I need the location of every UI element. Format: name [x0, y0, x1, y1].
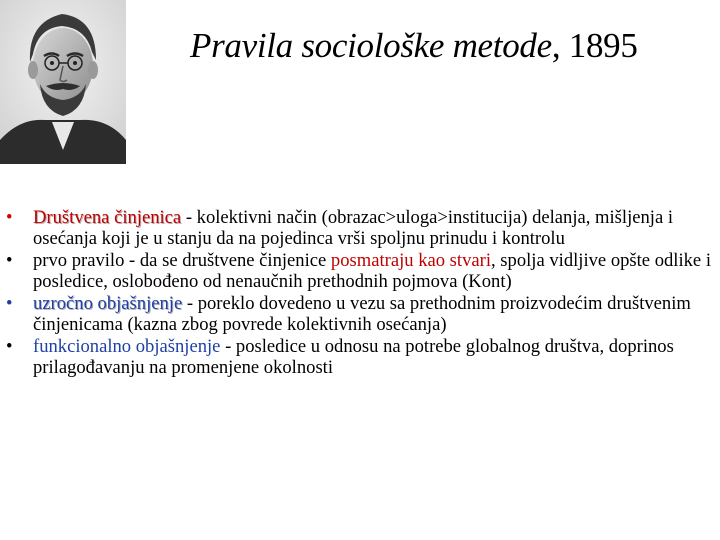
bullet-item [6, 337, 718, 378]
title-year: 1895 [568, 26, 638, 65]
term-functional-explanation: funkcionalno objašnjenje [33, 336, 221, 357]
title-text: Pravila sociološke metode [190, 26, 552, 65]
term-causal-explanation: uzročno objašnjenje [33, 293, 183, 314]
bullet-text: - posledice u odnosu na potrebe globalnog društva, doprinos prilagođavanju na promenjene okolnosti [33, 336, 674, 378]
bullet-text: prvo pravilo - da se društvene činjenice [33, 250, 331, 271]
bullet-marker: • [6, 207, 13, 228]
title-separator: , [551, 26, 561, 65]
highlight-observe-as-things: posmatraju kao stvari [330, 250, 491, 271]
bullet-marker: • [6, 336, 13, 357]
bullet-item [6, 251, 718, 292]
slide-title [190, 26, 638, 66]
bullet-text: - poreklo dovedeno u vezu sa prethodnim proizvodećim društvenim činjenicama (kazna zbog povrede kolektivnih osećanja) [33, 293, 691, 335]
bullet-text: - kolektivni način (obrazac>uloga>institucija) delanja, mišljenja i osećanja koji je u stanju da na pojedinca vrši spoljnu prinudu i kontrolu [33, 207, 674, 249]
bullet-list [6, 208, 718, 380]
bullet-marker: • [6, 250, 13, 271]
term-social-fact: Društvena činjenica [33, 207, 182, 228]
bullet-item [6, 208, 718, 249]
portrait-photo [0, 0, 126, 164]
bullet-item [6, 294, 718, 335]
bullet-marker: • [6, 293, 13, 314]
bullet-text: , spolja vidljive opšte odlike i posledice, oslobođeno od nenaučnih prethodnih pojmova (Kont) [33, 250, 712, 292]
